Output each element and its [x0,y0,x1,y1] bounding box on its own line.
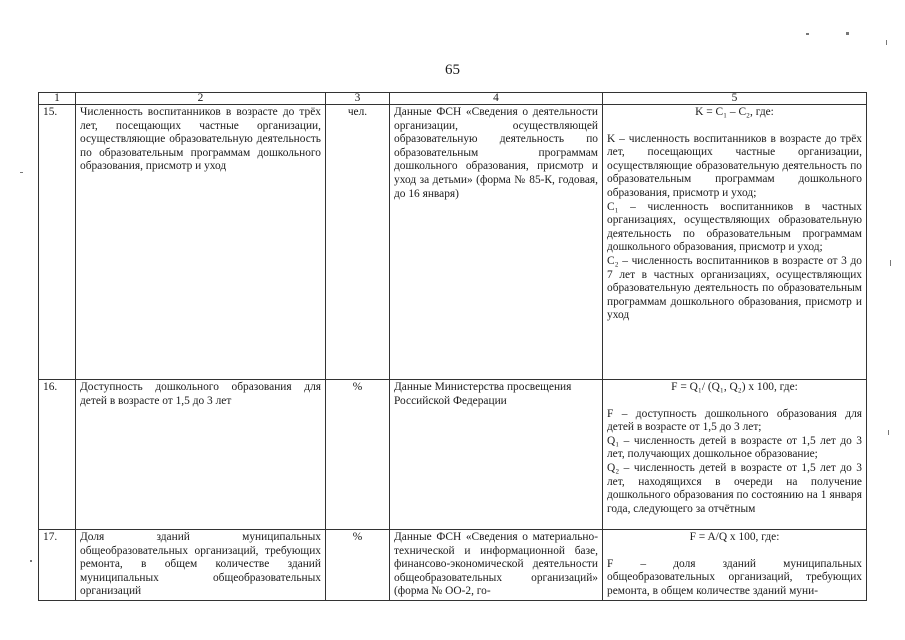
calculation-method [603,105,867,380]
unit-of-measure: % [326,530,390,601]
header-col-3: 3 [326,93,390,105]
scan-speck [30,560,32,562]
scan-speck [846,32,849,35]
definition-text: F – доступность дошкольного образования для детей в возрасте от 1,5 до 3 лет; [607,407,862,434]
table-row [39,380,867,530]
definition-text: F – доля зданий муниципальных общеобразовательных организаций, требующих ремонта, в общем количестве зданий муни- [607,557,862,597]
indicator-name: Доступность дошкольного образования для детей в возрасте от 1,5 до 3 лет [76,380,326,530]
indicator-text: Доля зданий муниципальных общеобразовательных организаций, требующих ремонта, в общем количестве зданий муниципальных общеобразовательных организаций [80,531,321,598]
indicators-table [38,92,867,601]
header-col-4: 4 [390,93,603,105]
row-number: 17. [39,530,76,601]
calculation-method-text [607,531,862,599]
scan-speck [886,40,887,45]
data-source-text: Данные ФСН «Сведения о материально-технической и информационной базе, финансово-экономической деятельности общеобразовательных организаций» (форма № ОО-2, го- [394,531,598,598]
calculation-method [603,380,867,530]
header-col-5: 5 [603,93,867,105]
table-row [39,530,867,601]
scan-speck [888,430,889,435]
formula: K = C₁ – C₂, где: [695,106,774,118]
unit-of-measure: чел. [326,105,390,380]
unit-of-measure: % [326,380,390,530]
indicator-name [76,530,326,601]
data-source: Данные Министерства просвещения Российской Федерации [390,380,603,530]
table-row [39,105,867,380]
definition-text: K – численность воспитанников в возрасте до трёх лет, посещающих частные организации, осуществляющие образовательную деятельность по образовательным программам дошкольного образования, присмотр и уход; [607,132,862,199]
row-number: 16. [39,380,76,530]
definition-text: C₁ – численность воспитанников в частных организациях, осуществляющих образовательную деятельность по образовательным программам дошкольного образования, присмотр и уход; [607,200,862,254]
formula: F = Q₁/ (Q₁, Q₂) x 100, где: [671,381,798,393]
page-number: 65 [445,62,460,78]
header-col-2: 2 [76,93,326,105]
scan-speck [20,172,23,173]
row-number: 15. [39,105,76,380]
definition-text: C₂ – численность воспитанников в возрасте от 3 до 7 лет в частных организациях, осуществляющих образовательную деятельность по образовательным программам дошкольного образования, присмотр и уход [607,254,862,322]
data-source [390,530,603,601]
scan-speck [890,260,891,266]
calculation-method [603,530,867,601]
scan-speck [806,33,809,35]
data-source: Данные ФСН «Сведения о деятельности организации, осуществляющей образовательную деятельность по образовательным программам дошкольного образования, присмотр и уход за детьми» (форма № 85-К, годовая, до 16 января) [390,105,603,380]
indicator-name: Численность воспитанников в возрасте до трёх лет, посещающих частные организации, осуществляющие образовательную деятельность по образовательным программам дошкольного образования, присмотр и уход [76,105,326,380]
table-header-row [39,93,867,105]
definition-text: Q₂ – численность детей в возрасте от 1,5 лет до 3 лет, находящихся в очереди на получение дошкольного образования по состоянию на 1 января года, следующего за отчётным [607,461,862,515]
definition-text: Q₁ – численность детей в возрасте от 1,5 лет до 3 лет, получающих дошкольное образование; [607,434,862,461]
formula: F = A/Q x 100, где: [689,531,780,543]
header-col-1: 1 [39,93,76,105]
